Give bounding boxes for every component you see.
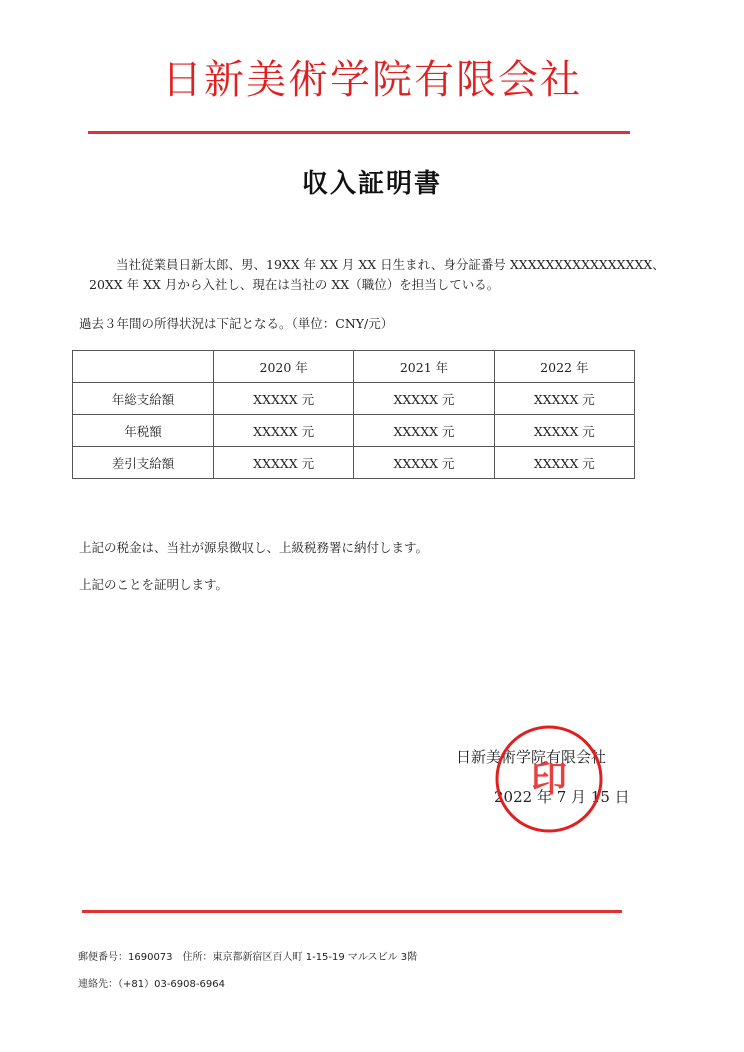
- column-header-2021: 2021 年: [354, 351, 494, 383]
- company-name-header: 日新美術学院有限会社: [162, 57, 582, 103]
- table-corner-cell: [73, 351, 214, 383]
- table-row: [73, 447, 635, 479]
- table-cell: XXXXX 元: [494, 415, 634, 447]
- document-title: 収入証明書: [301, 169, 442, 199]
- row-label-net-pay: 差引支給額: [73, 447, 214, 479]
- paragraph-line-2: 20XX 年 XX 月から入社し、現在は当社の XX（職位）を担当している。: [89, 277, 500, 292]
- seal-character: 印: [530, 759, 568, 800]
- table-cell: XXXXX 元: [494, 447, 634, 479]
- column-header-2020: 2020 年: [214, 351, 354, 383]
- table-header-row: [73, 351, 635, 383]
- signature-company: 日新美術学院有限会社: [456, 748, 607, 766]
- table-row: [73, 415, 635, 447]
- postal-label: 郵便番号：: [78, 952, 128, 963]
- certification-statement: 上記のことを証明します。: [79, 577, 229, 592]
- footer-divider: [82, 910, 622, 913]
- paragraph-line-1: 当社従業員日新太郎、男、19XX 年 XX 月 XX 日生まれ、身分証番号 XXXXXXXXXXXXXXXX、: [116, 257, 665, 272]
- footer-contact-line: [78, 975, 225, 990]
- address-text: 東京都新宿区百人町 1-15-19 マルスビル 3階: [212, 952, 418, 963]
- postal-code: 1690073: [128, 952, 173, 963]
- table-cell: XXXXX 元: [214, 415, 354, 447]
- income-intro: 過去３年間の所得状況は下記となる。（単位：CNY/元）: [79, 316, 394, 331]
- column-header-2022: 2022 年: [494, 351, 634, 383]
- table-cell: XXXXX 元: [354, 447, 494, 479]
- row-label-tax: 年税額: [73, 415, 214, 447]
- row-label-gross-pay: 年総支給額: [73, 383, 214, 415]
- address-label: 住所：: [182, 952, 213, 963]
- header-divider: [88, 131, 630, 134]
- tax-withholding-note: 上記の税金は、当社が源泉徴収し、上級税務署に納付します。: [79, 540, 429, 555]
- contact-label: 連絡先：: [78, 979, 118, 990]
- signature-date: 2022 年 7 月 15 日: [494, 788, 630, 806]
- table-row: [73, 383, 635, 415]
- table-cell: XXXXX 元: [354, 415, 494, 447]
- table-cell: XXXXX 元: [494, 383, 634, 415]
- footer-address-line: [78, 948, 417, 963]
- income-table: [72, 350, 635, 479]
- company-seal-stamp: [494, 724, 604, 834]
- table-cell: XXXXX 元: [354, 383, 494, 415]
- phone-number: （+81）03-6908-6964: [118, 979, 225, 990]
- table-cell: XXXXX 元: [214, 383, 354, 415]
- table-cell: XXXXX 元: [214, 447, 354, 479]
